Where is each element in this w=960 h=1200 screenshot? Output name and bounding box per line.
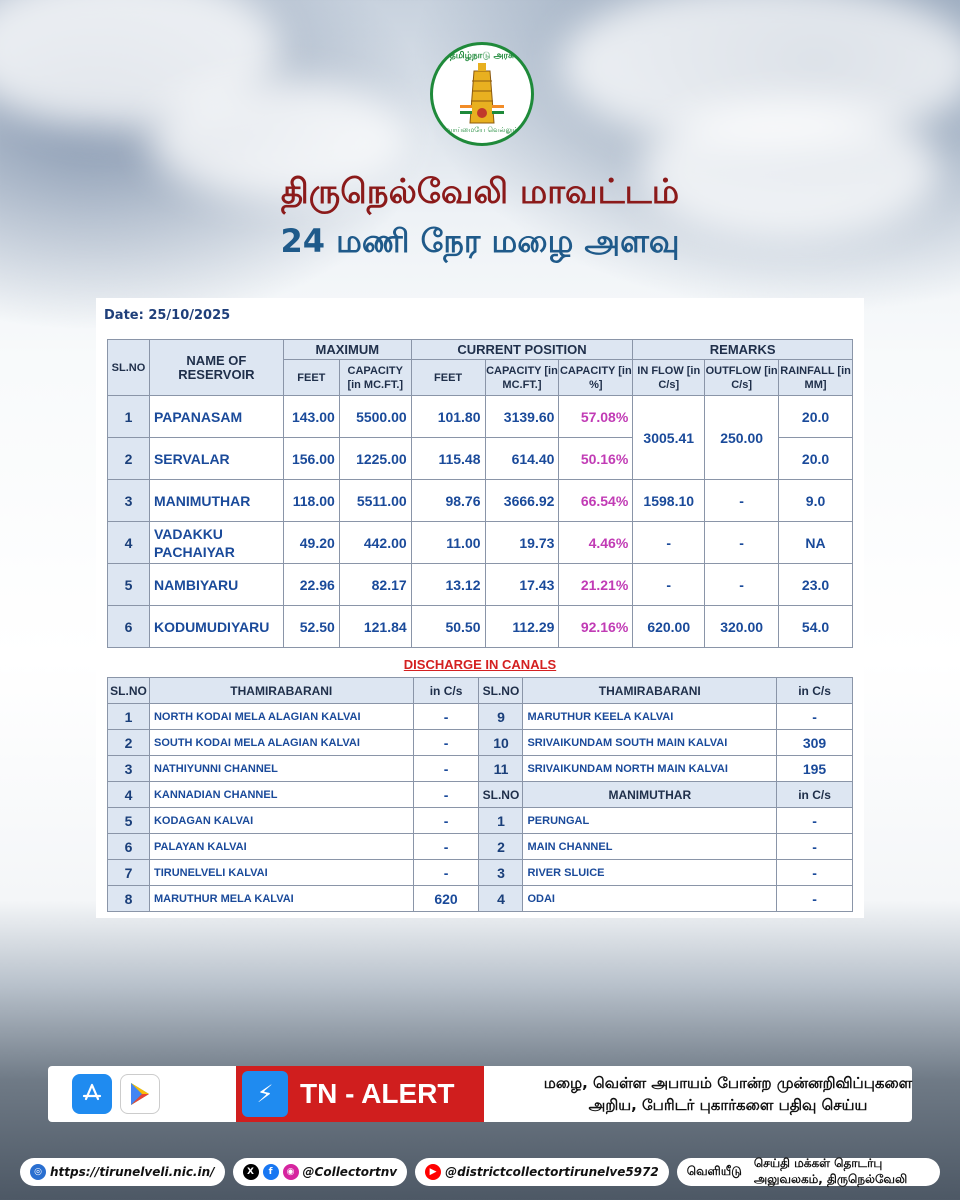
max-feet: 22.96 [283,564,339,606]
tn-alert-banner [48,1066,912,1122]
reservoir-name: MANIMUTHAR [149,480,283,522]
row-slno: 1 [108,396,150,438]
reservoir-name: VADAKKU PACHAIYAR [149,522,283,564]
inflow: - [633,564,705,606]
header-cur-capacity: CAPACITY [in MC.FT.] [485,360,559,396]
table-row [108,808,853,834]
youtube-handle: @districtcollectortirunelve5972 [445,1165,659,1179]
reservoir-name: NAMBIYARU [149,564,283,606]
row-slno: 2 [108,730,150,756]
tn-alert-label: TN - ALERT [300,1078,455,1109]
reservoir-name: PAPANASAM [149,396,283,438]
row-slno: 3 [479,860,523,886]
max-capacity: 82.17 [339,564,411,606]
max-capacity: 1225.00 [339,438,411,480]
globe-icon: ◎ [30,1164,46,1180]
website-link[interactable] [20,1158,225,1186]
alert-message-line2: அறிய, பேரிடர் புகார்களை பதிவு செய்ய [588,1096,868,1114]
table-row [108,606,853,648]
row-slno: 3 [108,756,150,782]
cur-capacity-pct: 50.16% [559,438,633,480]
row-slno: 6 [108,834,150,860]
social-handle: @Collectortnv [302,1165,398,1179]
reservoir-table [107,339,853,648]
row-slno: 1 [479,808,523,834]
table-row [108,756,853,782]
row-slno: 11 [479,756,523,782]
cur-capacity: 3139.60 [485,396,559,438]
cur-feet: 11.00 [411,522,485,564]
header-cur-feet: FEET [411,360,485,396]
rainfall: 54.0 [779,606,853,648]
row-slno: 4 [108,782,150,808]
outflow: - [705,564,779,606]
outflow: 250.00 [705,396,779,480]
emblem-top-text: தமிழ்நாடு அரசு [449,51,515,61]
canal-discharge: 309 [777,730,853,756]
instagram-icon: ◉ [283,1164,299,1180]
emblem-motto: வாய்மையே வெல்லும் [445,126,519,134]
header-slno: SL.NO [108,678,150,704]
x-icon: X [243,1164,259,1180]
canal-discharge: - [777,886,853,912]
app-store-icon[interactable] [72,1074,112,1114]
header-maximum: MAXIMUM [283,340,411,360]
table-row [108,522,853,564]
canal-discharge: - [413,730,479,756]
max-capacity: 442.00 [339,522,411,564]
cur-feet: 13.12 [411,564,485,606]
canal-discharge: - [413,782,479,808]
header-rainfall: RAINFALL [in MM] [779,360,853,396]
cur-feet: 50.50 [411,606,485,648]
canal-discharge: - [777,860,853,886]
header-outflow: OUTFLOW [in C/s] [705,360,779,396]
header-slno: SL.NO [479,678,523,704]
rainfall: 23.0 [779,564,853,606]
canal-discharge-table [107,677,853,912]
rainfall: NA [779,522,853,564]
row-slno: 2 [108,438,150,480]
tamil-nadu-emblem [430,42,534,146]
canal-discharge: - [777,808,853,834]
canal-discharge: - [413,704,479,730]
cur-capacity: 17.43 [485,564,559,606]
canal-name: ODAI [523,886,777,912]
header-manimuthar: MANIMUTHAR [523,782,777,808]
canal-name: PERUNGAL [523,808,777,834]
row-slno: 10 [479,730,523,756]
canal-name: PALAYAN KALVAI [149,834,413,860]
youtube-icon: ▶ [425,1164,441,1180]
cur-capacity-pct: 57.08% [559,396,633,438]
row-slno: 1 [108,704,150,730]
canal-discharge: 620 [413,886,479,912]
publisher-office: செய்தி மக்கள் தொடர்பு அலுவலகம், திருநெல்வேலி [753,1156,908,1186]
canal-discharge: - [413,834,479,860]
header-cur-capacity-pct: CAPACITY [in %] [559,360,633,396]
page-title-district: திருநெல்வேலி மாவட்டம் [280,172,680,212]
header-reservoir-name: NAME OF RESERVOIR [149,340,283,396]
row-slno: 7 [108,860,150,886]
table-row [108,480,853,522]
max-capacity: 5500.00 [339,396,411,438]
header-thamirabarani: THAMIRABARANI [149,678,413,704]
reservoir-name: KODUMUDIYARU [149,606,283,648]
header-unit: in C/s [777,678,853,704]
canal-name: SRIVAIKUNDAM SOUTH MAIN KALVAI [523,730,777,756]
row-slno: 5 [108,564,150,606]
canal-name: SRIVAIKUNDAM NORTH MAIN KALVAI [523,756,777,782]
table-row [108,860,853,886]
row-slno: 4 [108,522,150,564]
max-feet: 143.00 [283,396,339,438]
cur-feet: 101.80 [411,396,485,438]
max-feet: 118.00 [283,480,339,522]
row-slno: 8 [108,886,150,912]
cur-capacity-pct: 92.16% [559,606,633,648]
table-row [108,886,853,912]
facebook-icon: f [263,1164,279,1180]
row-slno: 2 [479,834,523,860]
outflow: - [705,522,779,564]
table-row [108,396,853,438]
outflow: - [705,480,779,522]
header-slno: SL.NO [108,340,150,396]
cur-capacity: 3666.92 [485,480,559,522]
cur-feet: 98.76 [411,480,485,522]
canal-discharge: - [413,860,479,886]
report-date: Date: 25/10/2025 [104,308,231,323]
header-inflow: IN FLOW [in C/s] [633,360,705,396]
max-capacity: 121.84 [339,606,411,648]
cur-capacity: 614.40 [485,438,559,480]
release-label: வெளியீடு [686,1164,742,1178]
row-slno: 9 [479,704,523,730]
cur-capacity: 19.73 [485,522,559,564]
canal-name: KANNADIAN CHANNEL [149,782,413,808]
google-play-icon[interactable] [120,1074,160,1114]
header-max-feet: FEET [283,360,339,396]
table-row [108,834,853,860]
header-remarks: REMARKS [633,340,853,360]
canal-name: MAIN CHANNEL [523,834,777,860]
canal-name: MARUTHUR KEELA KALVAI [523,704,777,730]
inflow: 1598.10 [633,480,705,522]
canal-name: SOUTH KODAI MELA ALAGIAN KALVAI [149,730,413,756]
inflow: - [633,522,705,564]
rainfall: 20.0 [779,396,853,438]
rainfall: 9.0 [779,480,853,522]
outflow: 320.00 [705,606,779,648]
reservoir-name: SERVALAR [149,438,283,480]
table-row [108,782,853,808]
publisher-credit [677,1158,940,1186]
table-row [108,730,853,756]
cur-capacity-pct: 4.46% [559,522,633,564]
rainfall: 20.0 [779,438,853,480]
canal-discharge: - [777,834,853,860]
max-feet: 49.20 [283,522,339,564]
cur-capacity: 112.29 [485,606,559,648]
row-slno: 4 [479,886,523,912]
alert-message [508,1072,948,1116]
cur-feet: 115.48 [411,438,485,480]
canal-name: KODAGAN KALVAI [149,808,413,834]
footer [20,1155,940,1189]
discharge-section-title: DISCHARGE IN CANALS [403,657,557,672]
inflow: 620.00 [633,606,705,648]
max-feet: 156.00 [283,438,339,480]
table-row [108,704,853,730]
cur-capacity-pct: 21.21% [559,564,633,606]
canal-discharge: 195 [777,756,853,782]
table-row [108,564,853,606]
canal-name: TIRUNELVELI KALVAI [149,860,413,886]
youtube-link[interactable] [415,1158,669,1186]
canal-discharge: - [413,808,479,834]
row-slno: 3 [108,480,150,522]
canal-name: MARUTHUR MELA KALVAI [149,886,413,912]
header-unit: in C/s [777,782,853,808]
page-title-rainfall: 24 மணி நேர மழை அளவு [280,222,680,260]
header-slno: SL.NO [479,782,523,808]
max-capacity: 5511.00 [339,480,411,522]
header-max-capacity: CAPACITY [in MC.FT.] [339,360,411,396]
header-thamirabarani: THAMIRABARANI [523,678,777,704]
alert-message-line1: மழை, வெள்ள அபாயம் போன்ற முன்னறிவிப்புகளை [543,1074,913,1092]
row-slno: 6 [108,606,150,648]
header-current-position: CURRENT POSITION [411,340,633,360]
canal-name: NORTH KODAI MELA ALAGIAN KALVAI [149,704,413,730]
header-unit: in C/s [413,678,479,704]
lightning-map-icon: ⚡ [242,1071,288,1117]
inflow: 3005.41 [633,396,705,480]
tn-alert-app-badge[interactable] [236,1066,484,1122]
canal-name: RIVER SLUICE [523,860,777,886]
cur-capacity-pct: 66.54% [559,480,633,522]
social-handle-link[interactable] [233,1158,408,1186]
canal-name: NATHIYUNNI CHANNEL [149,756,413,782]
canal-discharge: - [413,756,479,782]
temple-tower-icon [452,59,512,129]
website-url: https://tirunelveli.nic.in/ [50,1165,215,1179]
canal-discharge: - [777,704,853,730]
row-slno: 5 [108,808,150,834]
max-feet: 52.50 [283,606,339,648]
